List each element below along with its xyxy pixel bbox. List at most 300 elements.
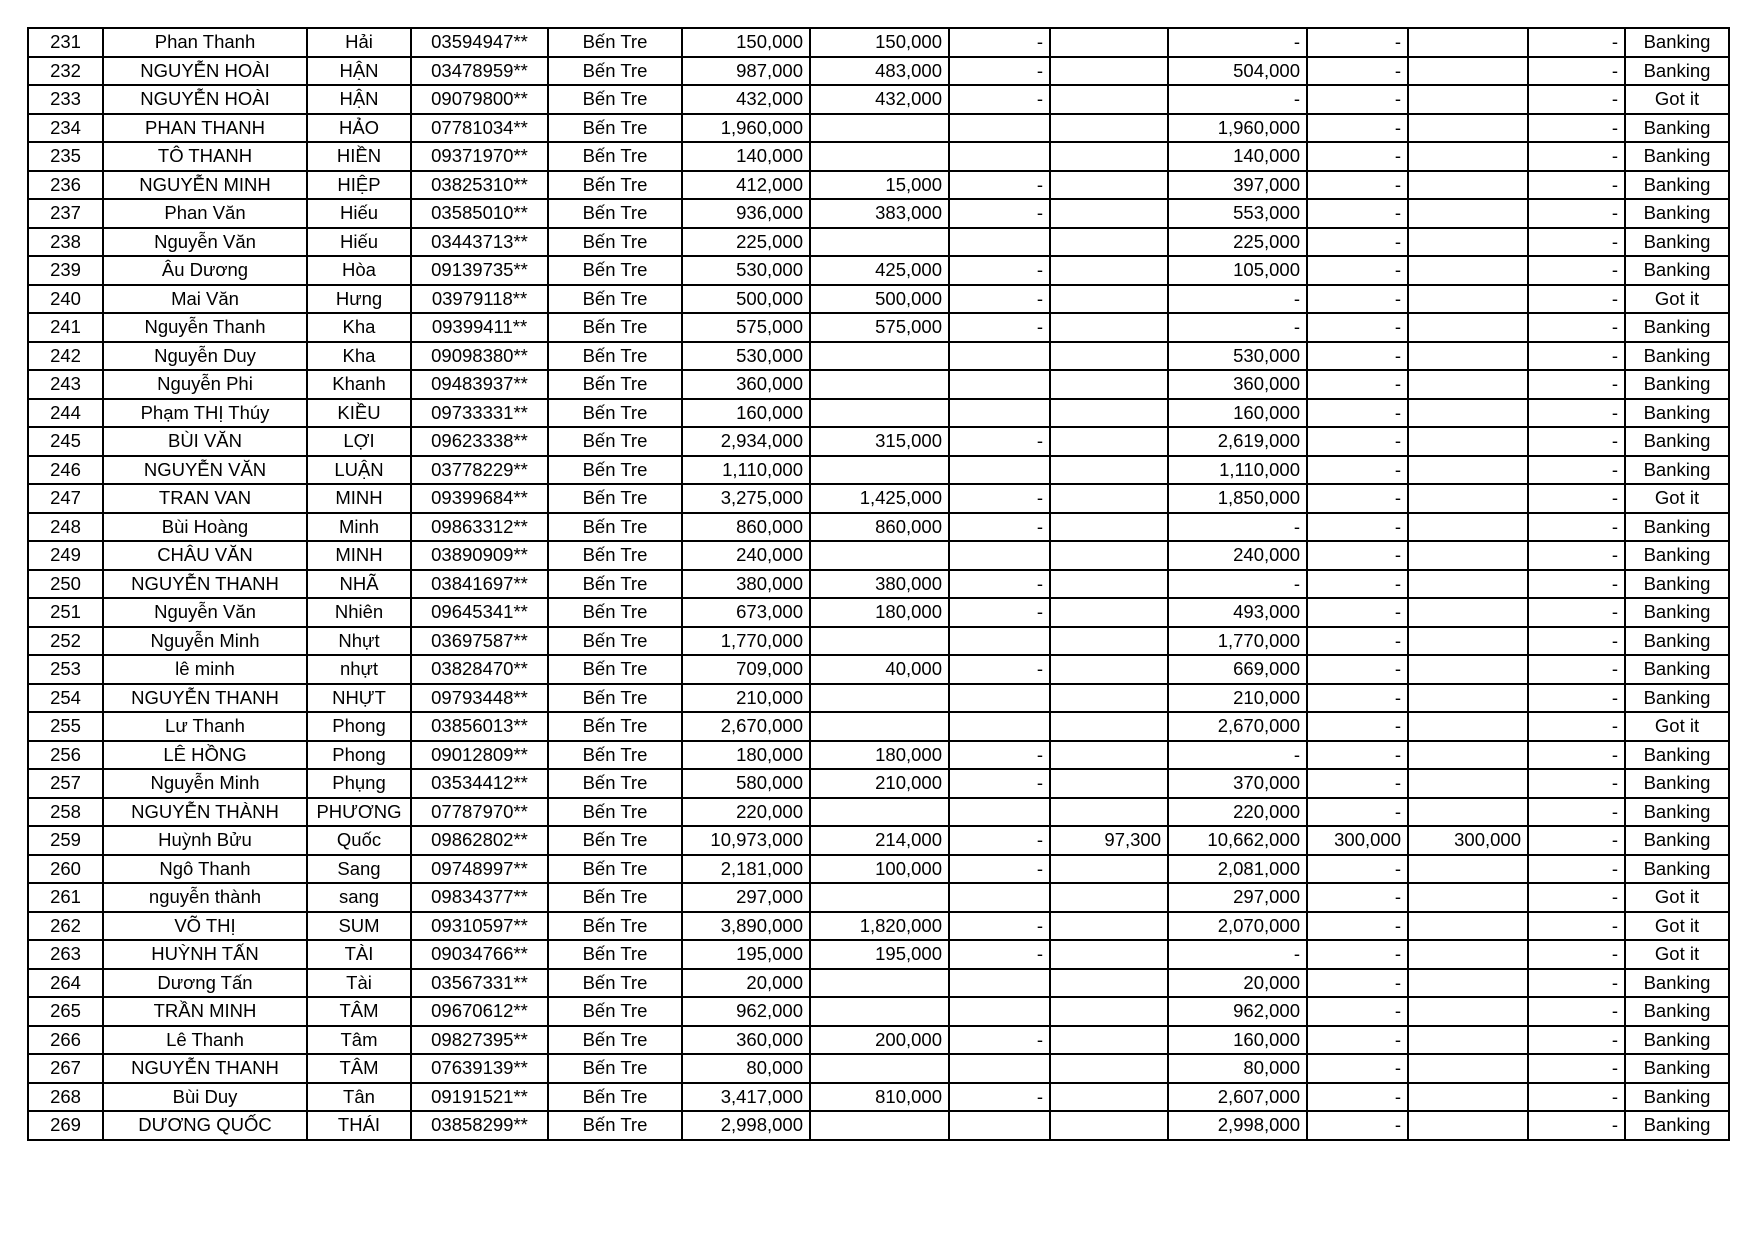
amount-cell: - <box>1307 798 1408 827</box>
amount-cell: - <box>1307 456 1408 485</box>
phone-cell: 03841697** <box>411 570 548 599</box>
row-number-cell: 259 <box>28 826 103 855</box>
amount-cell: - <box>1528 28 1625 57</box>
province-cell: Bến Tre <box>548 1111 682 1140</box>
amount-cell: - <box>949 912 1050 941</box>
total-amount-cell: 530,000 <box>682 256 810 285</box>
table-row <box>28 655 1729 684</box>
amount-cell <box>1050 712 1168 741</box>
total-amount-cell: 412,000 <box>682 171 810 200</box>
row-number-cell: 250 <box>28 570 103 599</box>
amount-cell: 15,000 <box>810 171 949 200</box>
amount-cell: - <box>1528 997 1625 1026</box>
amount-cell: - <box>1307 997 1408 1026</box>
amount-cell: 315,000 <box>810 427 949 456</box>
last-middle-name-cell: DƯƠNG QUỐC <box>103 1111 307 1140</box>
total-amount-cell: 10,973,000 <box>682 826 810 855</box>
remaining-amount-cell: 160,000 <box>1168 399 1307 428</box>
first-name-cell: MINH <box>307 484 411 513</box>
last-middle-name-cell: NGUYỄN VĂN <box>103 456 307 485</box>
payment-method-cell: Banking <box>1625 541 1729 570</box>
first-name-cell: Hòa <box>307 256 411 285</box>
table-row <box>28 940 1729 969</box>
amount-cell: - <box>1528 883 1625 912</box>
amount-cell: - <box>1528 370 1625 399</box>
row-number-cell: 243 <box>28 370 103 399</box>
payment-method-cell: Banking <box>1625 199 1729 228</box>
amount-cell: - <box>1307 912 1408 941</box>
amount-cell <box>1408 627 1528 656</box>
amount-cell <box>1408 769 1528 798</box>
phone-cell: 09098380** <box>411 342 548 371</box>
row-number-cell: 262 <box>28 912 103 941</box>
total-amount-cell: 3,417,000 <box>682 1083 810 1112</box>
amount-cell <box>1408 997 1528 1026</box>
province-cell: Bến Tre <box>548 1026 682 1055</box>
table-row <box>28 741 1729 770</box>
amount-cell: - <box>1528 142 1625 171</box>
province-cell: Bến Tre <box>548 712 682 741</box>
amount-cell <box>1408 456 1528 485</box>
amount-cell: - <box>1528 313 1625 342</box>
phone-cell: 09483937** <box>411 370 548 399</box>
amount-cell <box>1050 627 1168 656</box>
table-row <box>28 570 1729 599</box>
payment-method-cell: Got it <box>1625 85 1729 114</box>
amount-cell <box>1050 57 1168 86</box>
last-middle-name-cell: PHAN THANH <box>103 114 307 143</box>
amount-cell: - <box>1528 798 1625 827</box>
amount-cell: - <box>949 513 1050 542</box>
amount-cell: - <box>1528 285 1625 314</box>
amount-cell: - <box>1307 598 1408 627</box>
first-name-cell: NHÃ <box>307 570 411 599</box>
payment-method-cell: Banking <box>1625 1083 1729 1112</box>
total-amount-cell: 150,000 <box>682 28 810 57</box>
row-number-cell: 232 <box>28 57 103 86</box>
table-row <box>28 228 1729 257</box>
table-row <box>28 399 1729 428</box>
total-amount-cell: 860,000 <box>682 513 810 542</box>
remaining-amount-cell: 225,000 <box>1168 228 1307 257</box>
amount-cell <box>1408 1083 1528 1112</box>
amount-cell: 380,000 <box>810 570 949 599</box>
phone-cell: 09733331** <box>411 399 548 428</box>
first-name-cell: TÂM <box>307 997 411 1026</box>
table-row <box>28 912 1729 941</box>
amount-cell <box>1050 1054 1168 1083</box>
first-name-cell: Tài <box>307 969 411 998</box>
amount-cell: - <box>949 940 1050 969</box>
payment-method-cell: Banking <box>1625 798 1729 827</box>
remaining-amount-cell: 962,000 <box>1168 997 1307 1026</box>
amount-cell: - <box>1307 969 1408 998</box>
amount-cell: - <box>1528 712 1625 741</box>
row-number-cell: 257 <box>28 769 103 798</box>
last-middle-name-cell: NGUYỄN MINH <box>103 171 307 200</box>
amount-cell: - <box>1528 456 1625 485</box>
amount-cell <box>1408 883 1528 912</box>
payment-method-cell: Banking <box>1625 741 1729 770</box>
payment-method-cell: Banking <box>1625 342 1729 371</box>
phone-cell: 03594947** <box>411 28 548 57</box>
last-middle-name-cell: Huỳnh Bửu <box>103 826 307 855</box>
amount-cell <box>949 883 1050 912</box>
remaining-amount-cell: 2,607,000 <box>1168 1083 1307 1112</box>
payment-method-cell: Got it <box>1625 883 1729 912</box>
province-cell: Bến Tre <box>548 285 682 314</box>
remaining-amount-cell: 493,000 <box>1168 598 1307 627</box>
amount-cell: - <box>949 85 1050 114</box>
row-number-cell: 246 <box>28 456 103 485</box>
last-middle-name-cell: NGUYỄN HOÀI <box>103 57 307 86</box>
amount-cell: - <box>1307 513 1408 542</box>
total-amount-cell: 3,890,000 <box>682 912 810 941</box>
amount-cell: - <box>1307 1083 1408 1112</box>
amount-cell <box>1050 655 1168 684</box>
amount-cell: - <box>1307 142 1408 171</box>
province-cell: Bến Tre <box>548 484 682 513</box>
payment-method-cell: Banking <box>1625 769 1729 798</box>
amount-cell <box>1408 513 1528 542</box>
last-middle-name-cell: Bùi Duy <box>103 1083 307 1112</box>
amount-cell <box>1050 570 1168 599</box>
remaining-amount-cell: 210,000 <box>1168 684 1307 713</box>
row-number-cell: 268 <box>28 1083 103 1112</box>
phone-cell: 09079800** <box>411 85 548 114</box>
total-amount-cell: 2,934,000 <box>682 427 810 456</box>
last-middle-name-cell: Lư Thanh <box>103 712 307 741</box>
amount-cell: - <box>1528 826 1625 855</box>
phone-cell: 09862802** <box>411 826 548 855</box>
province-cell: Bến Tre <box>548 228 682 257</box>
total-amount-cell: 220,000 <box>682 798 810 827</box>
total-amount-cell: 180,000 <box>682 741 810 770</box>
phone-cell: 09827395** <box>411 1026 548 1055</box>
total-amount-cell: 962,000 <box>682 997 810 1026</box>
remaining-amount-cell: - <box>1168 513 1307 542</box>
first-name-cell: Khanh <box>307 370 411 399</box>
row-number-cell: 247 <box>28 484 103 513</box>
phone-cell: 09623338** <box>411 427 548 456</box>
phone-cell: 03585010** <box>411 199 548 228</box>
row-number-cell: 249 <box>28 541 103 570</box>
amount-cell: - <box>1307 199 1408 228</box>
total-amount-cell: 160,000 <box>682 399 810 428</box>
last-middle-name-cell: Nguyễn Văn <box>103 598 307 627</box>
table-row <box>28 171 1729 200</box>
payment-method-cell: Banking <box>1625 171 1729 200</box>
total-amount-cell: 380,000 <box>682 570 810 599</box>
row-number-cell: 231 <box>28 28 103 57</box>
amount-cell: - <box>1307 57 1408 86</box>
amount-cell: 1,820,000 <box>810 912 949 941</box>
table-row <box>28 997 1729 1026</box>
amount-cell: - <box>1528 627 1625 656</box>
payment-method-cell: Banking <box>1625 228 1729 257</box>
first-name-cell: Tâm <box>307 1026 411 1055</box>
phone-cell: 09399411** <box>411 313 548 342</box>
payment-method-cell: Got it <box>1625 912 1729 941</box>
amount-cell: - <box>1528 484 1625 513</box>
province-cell: Bến Tre <box>548 570 682 599</box>
payment-method-cell: Banking <box>1625 655 1729 684</box>
total-amount-cell: 580,000 <box>682 769 810 798</box>
amount-cell <box>949 342 1050 371</box>
row-number-cell: 240 <box>28 285 103 314</box>
amount-cell <box>810 1111 949 1140</box>
amount-cell <box>1050 313 1168 342</box>
amount-cell: - <box>949 28 1050 57</box>
province-cell: Bến Tre <box>548 684 682 713</box>
amount-cell <box>949 627 1050 656</box>
amount-cell: 575,000 <box>810 313 949 342</box>
phone-cell: 09191521** <box>411 1083 548 1112</box>
total-amount-cell: 140,000 <box>682 142 810 171</box>
last-middle-name-cell: Nguyễn Thanh <box>103 313 307 342</box>
payment-method-cell: Banking <box>1625 598 1729 627</box>
payment-method-cell: Banking <box>1625 142 1729 171</box>
last-middle-name-cell: Phan Văn <box>103 199 307 228</box>
province-cell: Bến Tre <box>548 57 682 86</box>
amount-cell <box>1050 114 1168 143</box>
first-name-cell: Hưng <box>307 285 411 314</box>
first-name-cell: TÀI <box>307 940 411 969</box>
amount-cell: - <box>1307 484 1408 513</box>
last-middle-name-cell: Lê Thanh <box>103 1026 307 1055</box>
payment-method-cell: Banking <box>1625 370 1729 399</box>
remaining-amount-cell: 20,000 <box>1168 969 1307 998</box>
amount-cell: - <box>1307 940 1408 969</box>
remaining-amount-cell: 2,998,000 <box>1168 1111 1307 1140</box>
table-row <box>28 1026 1729 1055</box>
amount-cell: - <box>1307 28 1408 57</box>
phone-cell: 03979118** <box>411 285 548 314</box>
amount-cell: - <box>949 598 1050 627</box>
first-name-cell: Tân <box>307 1083 411 1112</box>
remaining-amount-cell: - <box>1168 313 1307 342</box>
province-cell: Bến Tre <box>548 769 682 798</box>
province-cell: Bến Tre <box>548 171 682 200</box>
amount-cell: 200,000 <box>810 1026 949 1055</box>
amount-cell: 300,000 <box>1408 826 1528 855</box>
total-amount-cell: 360,000 <box>682 1026 810 1055</box>
amount-cell <box>949 370 1050 399</box>
phone-cell: 03856013** <box>411 712 548 741</box>
amount-cell <box>810 541 949 570</box>
amount-cell: - <box>1528 1083 1625 1112</box>
last-middle-name-cell: CHÂU VĂN <box>103 541 307 570</box>
last-middle-name-cell: Nguyễn Minh <box>103 769 307 798</box>
amount-cell: - <box>1528 684 1625 713</box>
phone-cell: 07787970** <box>411 798 548 827</box>
row-number-cell: 248 <box>28 513 103 542</box>
phone-cell: 03858299** <box>411 1111 548 1140</box>
amount-cell: - <box>949 1026 1050 1055</box>
province-cell: Bến Tre <box>548 313 682 342</box>
first-name-cell: THÁI <box>307 1111 411 1140</box>
amount-cell <box>949 1054 1050 1083</box>
phone-cell: 09310597** <box>411 912 548 941</box>
amount-cell <box>1408 940 1528 969</box>
amount-cell <box>1408 399 1528 428</box>
amount-cell <box>1408 855 1528 884</box>
row-number-cell: 234 <box>28 114 103 143</box>
amount-cell: - <box>949 570 1050 599</box>
phone-cell: 09371970** <box>411 142 548 171</box>
table-row <box>28 883 1729 912</box>
amount-cell: - <box>949 1083 1050 1112</box>
province-cell: Bến Tre <box>548 883 682 912</box>
phone-cell: 09793448** <box>411 684 548 713</box>
payment-method-cell: Banking <box>1625 427 1729 456</box>
last-middle-name-cell: Âu Dương <box>103 256 307 285</box>
row-number-cell: 252 <box>28 627 103 656</box>
total-amount-cell: 530,000 <box>682 342 810 371</box>
amount-cell: - <box>1528 912 1625 941</box>
amount-cell: 97,300 <box>1050 826 1168 855</box>
amount-cell: - <box>1528 114 1625 143</box>
amount-cell: - <box>1528 1054 1625 1083</box>
remaining-amount-cell: 1,850,000 <box>1168 484 1307 513</box>
province-cell: Bến Tre <box>548 655 682 684</box>
amount-cell <box>1408 912 1528 941</box>
first-name-cell: Nhựt <box>307 627 411 656</box>
row-number-cell: 251 <box>28 598 103 627</box>
amount-cell <box>810 684 949 713</box>
amount-cell: - <box>1307 256 1408 285</box>
row-number-cell: 237 <box>28 199 103 228</box>
phone-cell: 03778229** <box>411 456 548 485</box>
amount-cell: 214,000 <box>810 826 949 855</box>
total-amount-cell: 195,000 <box>682 940 810 969</box>
amount-cell <box>949 228 1050 257</box>
amount-cell <box>1408 598 1528 627</box>
last-middle-name-cell: VÕ THỊ <box>103 912 307 941</box>
last-middle-name-cell: Phạm THỊ Thúy <box>103 399 307 428</box>
payment-method-cell: Banking <box>1625 570 1729 599</box>
first-name-cell: KIỀU <box>307 399 411 428</box>
province-cell: Bến Tre <box>548 541 682 570</box>
amount-cell <box>1408 741 1528 770</box>
table-row <box>28 798 1729 827</box>
total-amount-cell: 2,998,000 <box>682 1111 810 1140</box>
row-number-cell: 255 <box>28 712 103 741</box>
amount-cell: - <box>1528 256 1625 285</box>
table-row <box>28 627 1729 656</box>
row-number-cell: 241 <box>28 313 103 342</box>
first-name-cell: Hải <box>307 28 411 57</box>
amount-cell: - <box>1307 684 1408 713</box>
phone-cell: 09863312** <box>411 513 548 542</box>
payment-method-cell: Banking <box>1625 28 1729 57</box>
amount-cell: - <box>1528 940 1625 969</box>
total-amount-cell: 432,000 <box>682 85 810 114</box>
amount-cell: - <box>1528 199 1625 228</box>
amount-cell: - <box>949 199 1050 228</box>
amount-cell: - <box>1307 171 1408 200</box>
phone-cell: 03697587** <box>411 627 548 656</box>
remaining-amount-cell: - <box>1168 285 1307 314</box>
last-middle-name-cell: Dương Tấn <box>103 969 307 998</box>
first-name-cell: Sang <box>307 855 411 884</box>
first-name-cell: Hiếu <box>307 199 411 228</box>
amount-cell <box>1050 1083 1168 1112</box>
payment-method-cell: Banking <box>1625 57 1729 86</box>
amount-cell <box>1408 684 1528 713</box>
amount-cell: 180,000 <box>810 741 949 770</box>
row-number-cell: 256 <box>28 741 103 770</box>
province-cell: Bến Tre <box>548 142 682 171</box>
amount-cell <box>810 997 949 1026</box>
first-name-cell: PHƯƠNG <box>307 798 411 827</box>
amount-cell <box>1050 28 1168 57</box>
amount-cell <box>1050 598 1168 627</box>
phone-cell: 03567331** <box>411 969 548 998</box>
total-amount-cell: 709,000 <box>682 655 810 684</box>
amount-cell <box>1408 484 1528 513</box>
amount-cell: - <box>1528 570 1625 599</box>
first-name-cell: SUM <box>307 912 411 941</box>
remaining-amount-cell: 1,960,000 <box>1168 114 1307 143</box>
amount-cell: - <box>1307 655 1408 684</box>
amount-cell: - <box>949 256 1050 285</box>
remaining-amount-cell: 140,000 <box>1168 142 1307 171</box>
amount-cell <box>1408 57 1528 86</box>
table-row <box>28 826 1729 855</box>
amount-cell: - <box>949 171 1050 200</box>
total-amount-cell: 360,000 <box>682 370 810 399</box>
phone-cell: 09139735** <box>411 256 548 285</box>
row-number-cell: 269 <box>28 1111 103 1140</box>
amount-cell: - <box>1528 427 1625 456</box>
first-name-cell: Nhiên <box>307 598 411 627</box>
province-cell: Bến Tre <box>548 912 682 941</box>
row-number-cell: 253 <box>28 655 103 684</box>
amount-cell <box>810 627 949 656</box>
amount-cell: - <box>1307 855 1408 884</box>
first-name-cell: HIỀN <box>307 142 411 171</box>
phone-cell: 09399684** <box>411 484 548 513</box>
amount-cell <box>1050 85 1168 114</box>
last-middle-name-cell: Nguyễn Văn <box>103 228 307 257</box>
table-row <box>28 855 1729 884</box>
amount-cell <box>949 456 1050 485</box>
province-cell: Bến Tre <box>548 598 682 627</box>
first-name-cell: sang <box>307 883 411 912</box>
row-number-cell: 267 <box>28 1054 103 1083</box>
amount-cell: - <box>1528 598 1625 627</box>
amount-cell: - <box>949 769 1050 798</box>
payment-method-cell: Banking <box>1625 969 1729 998</box>
amount-cell: 100,000 <box>810 855 949 884</box>
phone-cell: 09645341** <box>411 598 548 627</box>
amount-cell <box>1408 171 1528 200</box>
amount-cell <box>810 883 949 912</box>
amount-cell: - <box>1307 570 1408 599</box>
amount-cell: - <box>1307 1111 1408 1140</box>
first-name-cell: Hiếu <box>307 228 411 257</box>
last-middle-name-cell: TÔ THANH <box>103 142 307 171</box>
table-row <box>28 456 1729 485</box>
amount-cell: 150,000 <box>810 28 949 57</box>
table-row <box>28 142 1729 171</box>
amount-cell: - <box>949 826 1050 855</box>
remaining-amount-cell: 397,000 <box>1168 171 1307 200</box>
amount-cell: - <box>1307 627 1408 656</box>
remaining-amount-cell: 2,070,000 <box>1168 912 1307 941</box>
total-amount-cell: 225,000 <box>682 228 810 257</box>
